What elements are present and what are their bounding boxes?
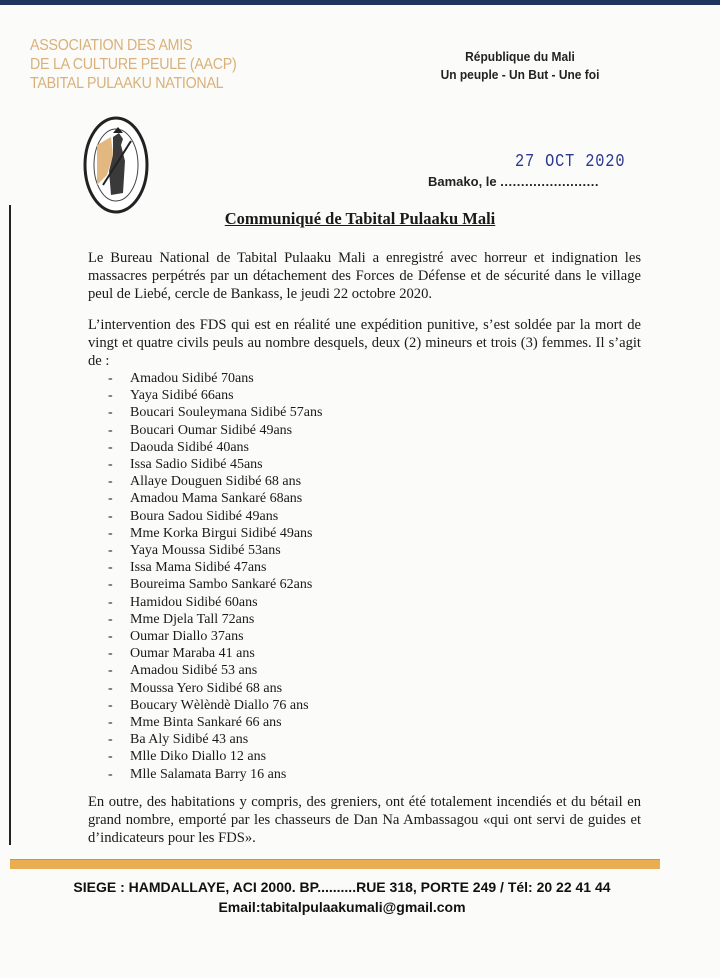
organization-name xyxy=(30,36,237,93)
document-title: Communiqué de Tabital Pulaaku Mali xyxy=(224,209,496,228)
victim-name: Ba Aly Sidibé 43 ans xyxy=(130,732,249,748)
list-item xyxy=(108,576,720,593)
list-item xyxy=(108,422,720,439)
list-bullet: - xyxy=(108,491,113,507)
org-line: ASSOCIATION DES AMIS xyxy=(30,37,193,54)
list-bullet: - xyxy=(108,732,113,748)
list-bullet: - xyxy=(108,697,113,713)
victim-name: Oumar Maraba 41 ans xyxy=(130,646,255,662)
victim-name: Amadou Mama Sankaré 68ans xyxy=(130,491,303,507)
victim-name: Mlle Salamata Barry 16 ans xyxy=(130,766,287,782)
list-item xyxy=(108,559,720,576)
list-item xyxy=(108,508,720,525)
victim-name: Yaya Sidibé 66ans xyxy=(130,388,234,404)
list-bullet: - xyxy=(108,525,113,541)
list-item xyxy=(108,662,720,679)
list-item xyxy=(108,628,720,645)
list-bullet: - xyxy=(108,560,113,576)
list-bullet: - xyxy=(108,749,113,765)
footer-email: Email:tabitalpulaakumali@gmail.com xyxy=(218,898,466,915)
list-bullet: - xyxy=(108,422,113,438)
national-motto: Un peuple - Un But - Une foi xyxy=(440,67,600,82)
association-logo xyxy=(83,115,149,215)
victim-name: Mme Korka Birgui Sidibé 49ans xyxy=(130,525,313,541)
date-dots: ........................ xyxy=(500,174,599,189)
list-bullet: - xyxy=(108,611,113,627)
list-item xyxy=(108,714,720,731)
list-bullet: - xyxy=(108,766,113,782)
list-bullet: - xyxy=(108,508,113,524)
paragraph-intro: Le Bureau National de Tabital Pulaaku Mali a enregistré avec horreur et indignation les massacres perpétrés par un détachement des Forces de Défense et de sécurité dans le village peul de Liebé, cercle de Bankass, le jeudi 22 octobre 2020. xyxy=(88,250,641,302)
list-bullet: - xyxy=(108,371,113,386)
place-label: Bamako, le xyxy=(428,174,497,189)
victim-name: Daouda Sidibé 40ans xyxy=(130,439,249,455)
victim-name: Hamidou Sidibé 60ans xyxy=(130,594,258,610)
list-item xyxy=(108,542,720,559)
footer xyxy=(32,877,652,917)
paragraph-conclusion: En outre, des habitations y compris, des greniers, ont été totalement incendiés et du bétail en grand nombre, emporté par les chasseurs de Dan Na Ambassagou «qui ont servi de guides et d’indicateurs pour les FDS». xyxy=(88,793,641,846)
victim-name: Boura Sadou Sidibé 49ans xyxy=(130,508,279,524)
list-item xyxy=(108,680,720,697)
date-stamp: 27 OCT 2020 xyxy=(515,152,626,172)
victim-name: Issa Mama Sidibé 47ans xyxy=(130,560,267,576)
org-line: DE LA CULTURE PEULE (AACP) xyxy=(30,56,237,73)
place-date-line xyxy=(428,174,599,190)
list-item xyxy=(108,404,720,421)
list-item xyxy=(108,766,720,783)
republic-header xyxy=(414,48,626,84)
republic-name: République du Mali xyxy=(465,49,575,64)
list-item xyxy=(108,473,720,490)
org-line: TABITAL PULAAKU NATIONAL xyxy=(30,75,224,92)
list-item xyxy=(108,439,720,456)
list-bullet: - xyxy=(108,405,113,421)
victim-name: Amadou Sidibé 53 ans xyxy=(130,663,258,679)
list-item xyxy=(108,645,720,662)
victim-name: Allaye Douguen Sidibé 68 ans xyxy=(130,474,302,490)
list-item xyxy=(108,456,720,473)
list-bullet: - xyxy=(108,577,113,593)
list-bullet: - xyxy=(108,629,113,645)
list-item xyxy=(108,490,720,507)
victim-name: Mme Djela Tall 72ans xyxy=(130,611,255,627)
victim-name: Boucari Oumar Sidibé 49ans xyxy=(130,422,293,438)
victim-name: Yaya Moussa Sidibé 53ans xyxy=(130,543,281,559)
list-item xyxy=(108,594,720,611)
list-item xyxy=(108,387,720,404)
victims-list xyxy=(108,370,720,783)
list-bullet: - xyxy=(108,663,113,679)
list-item xyxy=(108,525,720,542)
list-item xyxy=(108,611,720,628)
list-bullet: - xyxy=(108,715,113,731)
victim-name: Moussa Yero Sidibé 68 ans xyxy=(130,680,283,696)
list-bullet: - xyxy=(108,680,113,696)
list-bullet: - xyxy=(108,474,113,490)
victim-name: Boucary Wèlèndè Diallo 76 ans xyxy=(130,697,309,713)
footer-address: SIEGE : HAMDALLAYE, ACI 2000. BP..........RUE 318, PORTE 249 / Tél: 20 22 41 44 xyxy=(73,878,611,895)
victim-name: Boucari Souleymana Sidibé 57ans xyxy=(130,405,323,421)
list-item xyxy=(108,697,720,714)
victim-name: Boureima Sambo Sankaré 62ans xyxy=(130,577,313,593)
victim-name: Amadou Sidibé 70ans xyxy=(130,371,254,386)
list-bullet: - xyxy=(108,543,113,559)
list-item xyxy=(108,748,720,765)
list-bullet: - xyxy=(108,388,113,404)
victim-name: Mme Binta Sankaré 66 ans xyxy=(130,715,282,731)
list-bullet: - xyxy=(108,439,113,455)
list-item xyxy=(108,370,720,387)
footer-divider-bar xyxy=(10,859,660,869)
victim-name: Oumar Diallo 37ans xyxy=(130,629,244,645)
list-bullet: - xyxy=(108,646,113,662)
document-body xyxy=(0,249,720,917)
top-border xyxy=(0,0,720,5)
list-bullet: - xyxy=(108,457,113,473)
victim-name: Mlle Diko Diallo 12 ans xyxy=(130,749,267,765)
list-bullet: - xyxy=(108,594,113,610)
victim-name: Issa Sadio Sidibé 45ans xyxy=(130,457,263,473)
list-item xyxy=(108,731,720,748)
paragraph-intervention: L’intervention des FDS qui est en réalité une expédition punitive, s’est soldée par la mort de vingt et quatre civils peuls au nombre desquels, deux (2) mineurs et trois (3) femmes. Il s’agit de : xyxy=(88,317,641,369)
